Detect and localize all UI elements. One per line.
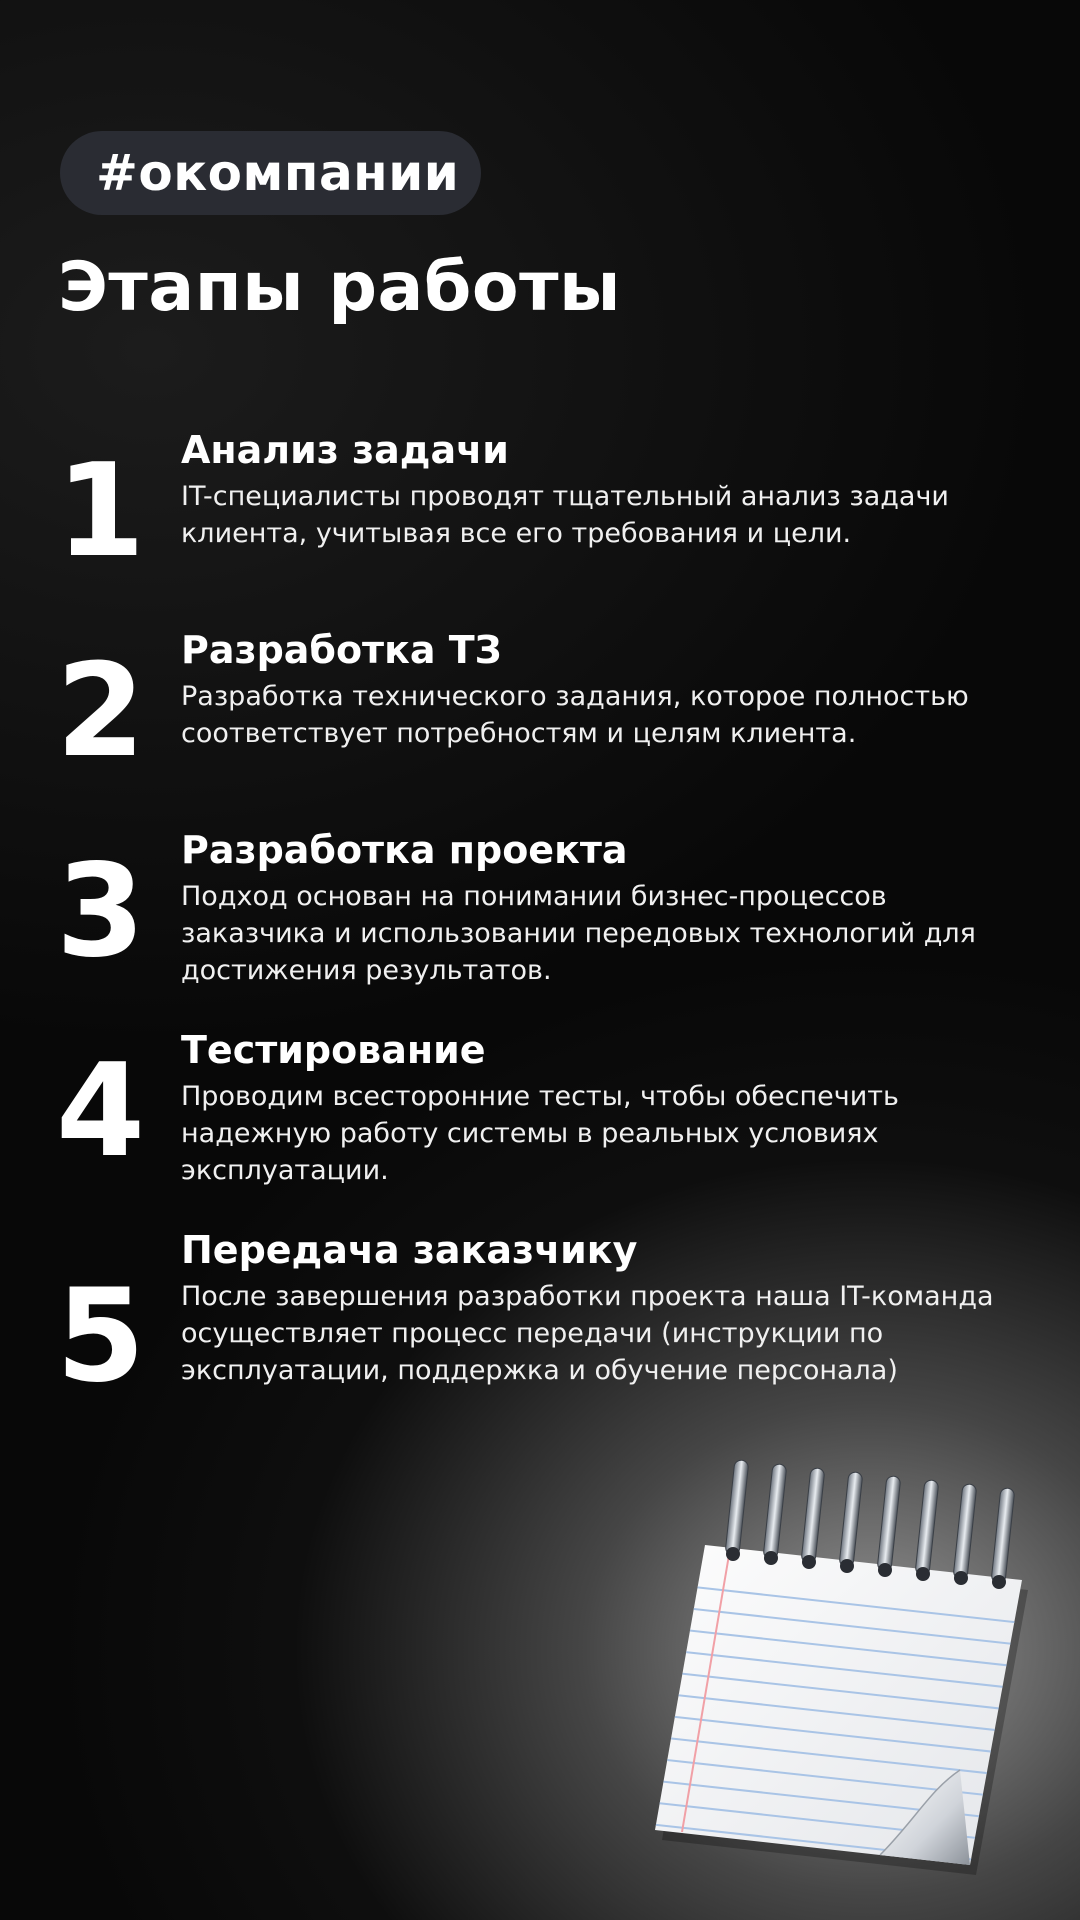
step-description: Подход основан на понимании бизнес-процессов заказчика и использовании передовых технологий для достижения результатов. — [181, 881, 976, 986]
step-description: Разработка технического задания, которое полностью соответствует потребностям и целям клиента. — [181, 681, 969, 749]
step-title: Анализ задачи — [181, 428, 509, 472]
step-title: Тестирование — [181, 1028, 486, 1072]
step-number: 3 — [56, 837, 146, 986]
step-2 — [0, 628, 1080, 818]
step-title: Передача заказчику — [181, 1228, 638, 1272]
step-number: 4 — [56, 1037, 146, 1186]
step-4 — [0, 1028, 1080, 1218]
step-3 — [0, 828, 1080, 1018]
step-description: Проводим всесторонние тесты, чтобы обеспечить надежную работу системы в реальных условиях эксплуатации. — [181, 1081, 899, 1186]
step-5 — [0, 1228, 1080, 1418]
notepad-icon — [630, 1450, 1050, 1880]
step-number: 5 — [56, 1262, 146, 1411]
step-title: Разработка проекта — [181, 828, 628, 872]
hashtag-badge — [60, 131, 481, 215]
step-title: Разработка ТЗ — [181, 628, 502, 672]
step-description: После завершения разработки проекта наша IT-команда осуществляет процесс передачи (инструкции по эксплуатации, поддержка и обучение персонала) — [181, 1281, 994, 1386]
step-description: IT-специалисты проводят тщательный анализ задачи клиента, учитывая все его требования и цели. — [181, 481, 949, 549]
hashtag-text: #окомпании — [96, 144, 460, 202]
step-number: 2 — [56, 637, 146, 786]
page-title: Этапы работы — [58, 248, 622, 327]
step-number: 1 — [56, 437, 146, 586]
step-1 — [0, 428, 1080, 618]
